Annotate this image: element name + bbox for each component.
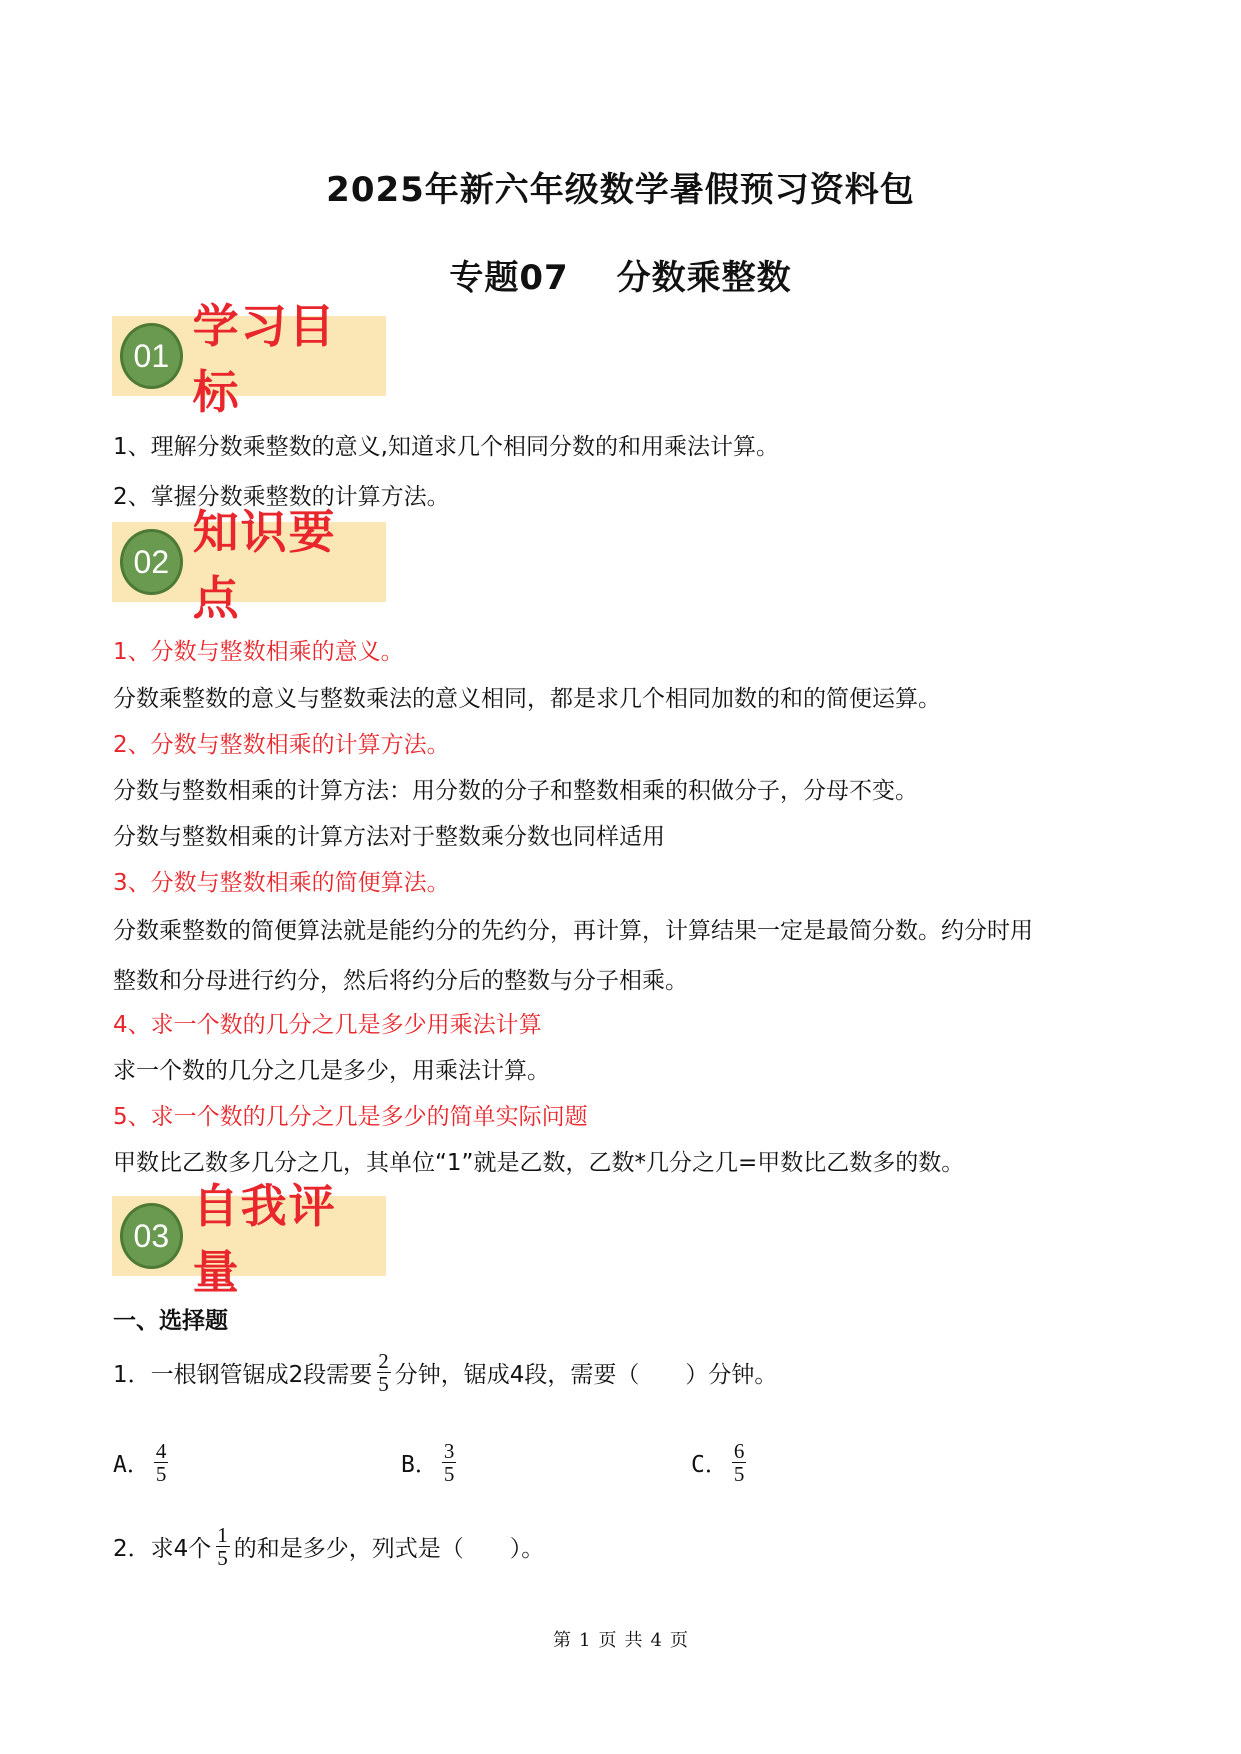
fraction: $\frac{2}{5}$ <box>378 1349 389 1396</box>
page-number: 1 <box>579 1630 591 1651</box>
exercise-section-title: 一、选择题 <box>113 1308 228 1334</box>
topic-title <box>0 250 1241 299</box>
knowledge-text: 分数与整数相乘的计算方法：用分数的分子和整数相乘的积做分子，分母不变。 <box>113 778 918 804</box>
question-2 <box>113 1524 544 1569</box>
section-label: 学习目标 <box>192 299 337 419</box>
fraction: $\frac{4}{5}$ <box>155 1439 167 1486</box>
knowledge-text: 甲数比乙数多几分之几，其单位“1”就是乙数，乙数*几分之几=甲数比乙数多的数。 <box>113 1150 965 1176</box>
fraction: $\frac{3}{5}$ <box>443 1439 455 1486</box>
knowledge-heading: 1、分数与整数相乘的意义。 <box>113 639 404 665</box>
knowledge-text: 分数乘整数的简便算法就是能约分的先约分，再计算，计算结果一定是最简分数。约分时用 <box>113 918 1033 944</box>
section-label: 自我评量 <box>192 1179 337 1299</box>
knowledge-heading: 2、分数与整数相乘的计算方法。 <box>113 732 450 758</box>
knowledge-text: 求一个数的几分之几是多少，用乘法计算。 <box>113 1058 550 1084</box>
section-number: 01 <box>120 323 183 389</box>
page-footer: 第 1 页 共 4 页 <box>553 1630 688 1651</box>
option-label: A． <box>113 1452 150 1478</box>
section-number: 02 <box>120 529 183 595</box>
knowledge-text: 整数和分母进行约分，然后将约分后的整数与分子相乘。 <box>113 968 688 994</box>
page-total: 4 <box>650 1630 662 1651</box>
section-number: 03 <box>120 1203 183 1269</box>
question-text: 分钟，锯成4段，需要（ ）分钟。 <box>394 1362 778 1388</box>
fraction: $\frac{1}{5}$ <box>217 1523 228 1570</box>
knowledge-text: 分数与整数相乘的计算方法对于整数乘分数也同样适用 <box>113 824 665 850</box>
option-b[interactable] <box>401 1440 460 1485</box>
document-title: 2025年新六年级数学暑假预习资料包 <box>326 170 915 210</box>
question-1 <box>113 1350 777 1395</box>
question-text: 的和是多少，列式是（ ）。 <box>233 1536 545 1562</box>
topic-label: 专题07 <box>449 258 569 298</box>
option-a[interactable] <box>113 1440 172 1485</box>
knowledge-heading: 5、求一个数的几分之几是多少的简单实际问题 <box>113 1104 588 1130</box>
knowledge-text: 分数乘整数的意义与整数乘法的意义相同，都是求几个相同加数的和的简便运算。 <box>113 686 941 712</box>
section-badge-goals <box>112 299 386 419</box>
option-c[interactable] <box>691 1440 750 1485</box>
goal-item: 1、理解分数乘整数的意义,知道求几个相同分数的和用乘法计算。 <box>113 434 779 460</box>
section-badge-knowledge <box>112 505 386 625</box>
section-badge-self-assessment <box>112 1179 386 1299</box>
knowledge-heading: 3、分数与整数相乘的简便算法。 <box>113 870 450 896</box>
fraction: $\frac{6}{5}$ <box>733 1439 745 1486</box>
section-label: 知识要点 <box>192 505 337 625</box>
knowledge-heading: 4、求一个数的几分之几是多少用乘法计算 <box>113 1012 542 1038</box>
option-label: C． <box>691 1452 728 1478</box>
goal-item: 2、掌握分数乘整数的计算方法。 <box>113 484 450 510</box>
topic-name: 分数乘整数 <box>616 258 792 298</box>
option-label: B． <box>401 1452 438 1478</box>
question-text: 1．一根钢管锯成2段需要 <box>113 1362 373 1388</box>
question-text: 2．求4个 <box>113 1536 212 1562</box>
